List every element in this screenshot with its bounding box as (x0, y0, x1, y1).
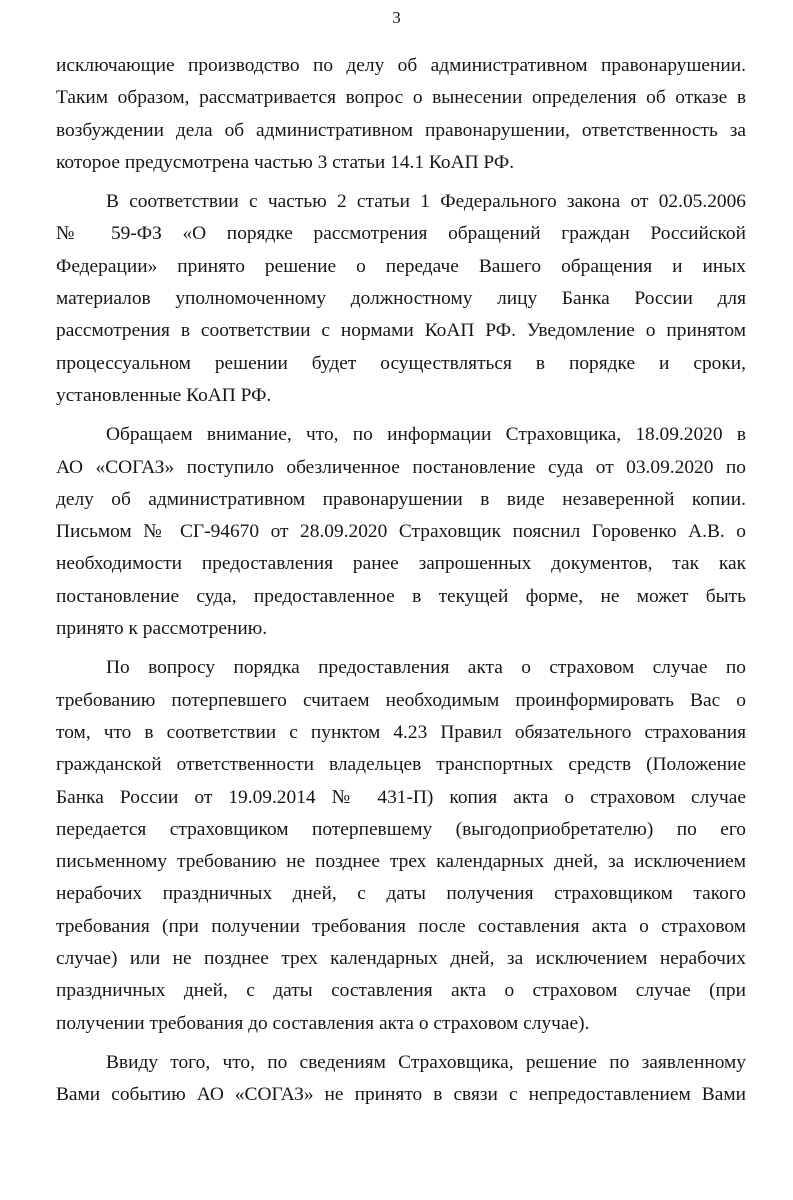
text-line: рассмотрения в соответствии с нормами КоАП РФ. Уведомление о принятом (56, 320, 746, 342)
text-line: Вами событию АО «СОГАЗ» не принято в связи с непредоставлением Вами (56, 1084, 746, 1106)
text-line: требованию потерпевшего считаем необходимым проинформировать Вас о (56, 689, 746, 711)
text-line: случае) или не позднее трех календарных дней, за исключением нерабочих (56, 948, 746, 970)
text-line: том, что в соответствии с пунктом 4.23 Правил обязательного страхования (56, 721, 746, 743)
paragraph-4 (56, 652, 746, 1040)
text-line: Банка России от 19.09.2014 № 431-П) копия акта о страховом случае (56, 786, 746, 808)
text-line: процессуальном решении будет осуществляться в порядке и сроки, (56, 352, 746, 374)
text-line: исключающие производство по делу об административном правонарушении. (56, 55, 746, 76)
text-line: делу об административном правонарушении в виде незаверенной копии. (56, 488, 746, 510)
text-line: гражданской ответственности владельцев транспортных средств (Положение (56, 754, 746, 776)
text-line: По вопросу порядка предоставления акта о страховом случае по (106, 657, 746, 679)
text-line: Обращаем внимание, что, по информации Страховщика, 18.09.2020 в (106, 424, 746, 446)
paragraph-2 (56, 186, 746, 412)
text-line: принято к рассмотрению. (56, 618, 268, 640)
text-line: получении требования до составления акта о страховом случае). (56, 1012, 590, 1034)
text-line: Федерации» принято решение о передаче Вашего обращения и иных (56, 255, 746, 277)
text-line: № 59-ФЗ «О порядке рассмотрения обращений граждан Российской (56, 223, 746, 245)
text-line: нерабочих праздничных дней, с даты получения страховщиком такого (56, 883, 746, 905)
text-line: Письмом № СГ-94670 от 28.09.2020 Страховщик пояснил Горовенко А.В. о (56, 521, 746, 543)
paragraph-5 (56, 1047, 746, 1112)
text-line: необходимости предоставления ранее запрошенных документов, так как (56, 553, 746, 575)
text-line: Ввиду того, что, по сведениям Страховщика, решение по заявленному (106, 1051, 746, 1073)
text-line: письменному требованию не позднее трех календарных дней, за исключением (56, 851, 746, 873)
text-line: передается страховщиком потерпевшему (выгодоприобретателю) по его (56, 818, 746, 840)
text-line: Таким образом, рассматривается вопрос о вынесении определения об отказе в (56, 87, 746, 109)
text-line: возбуждении дела об административном правонарушении, ответственность за (56, 119, 746, 141)
text-line: праздничных дней, с даты составления акта о страховом случае (при (56, 980, 746, 1002)
document-body (56, 50, 746, 1112)
text-line: В соответствии с частью 2 статьи 1 Федерального закона от 02.05.2006 (106, 191, 746, 213)
text-line: постановление суда, предоставленное в текущей форме, не может быть (56, 585, 746, 607)
paragraph-1 (56, 50, 746, 179)
text-line: требования (при получении требования после составления акта о страховом (56, 915, 746, 937)
text-line: которое предусмотрена частью 3 статьи 14.1 КоАП РФ. (56, 151, 515, 173)
text-line: установленные КоАП РФ. (56, 384, 272, 406)
paragraph-3 (56, 419, 746, 645)
text-line: АО «СОГАЗ» поступило обезличенное постановление суда от 03.09.2020 по (56, 456, 746, 478)
text-line: материалов уполномоченному должностному лицу Банка России для (56, 288, 746, 310)
page-number: 3 (392, 8, 401, 27)
